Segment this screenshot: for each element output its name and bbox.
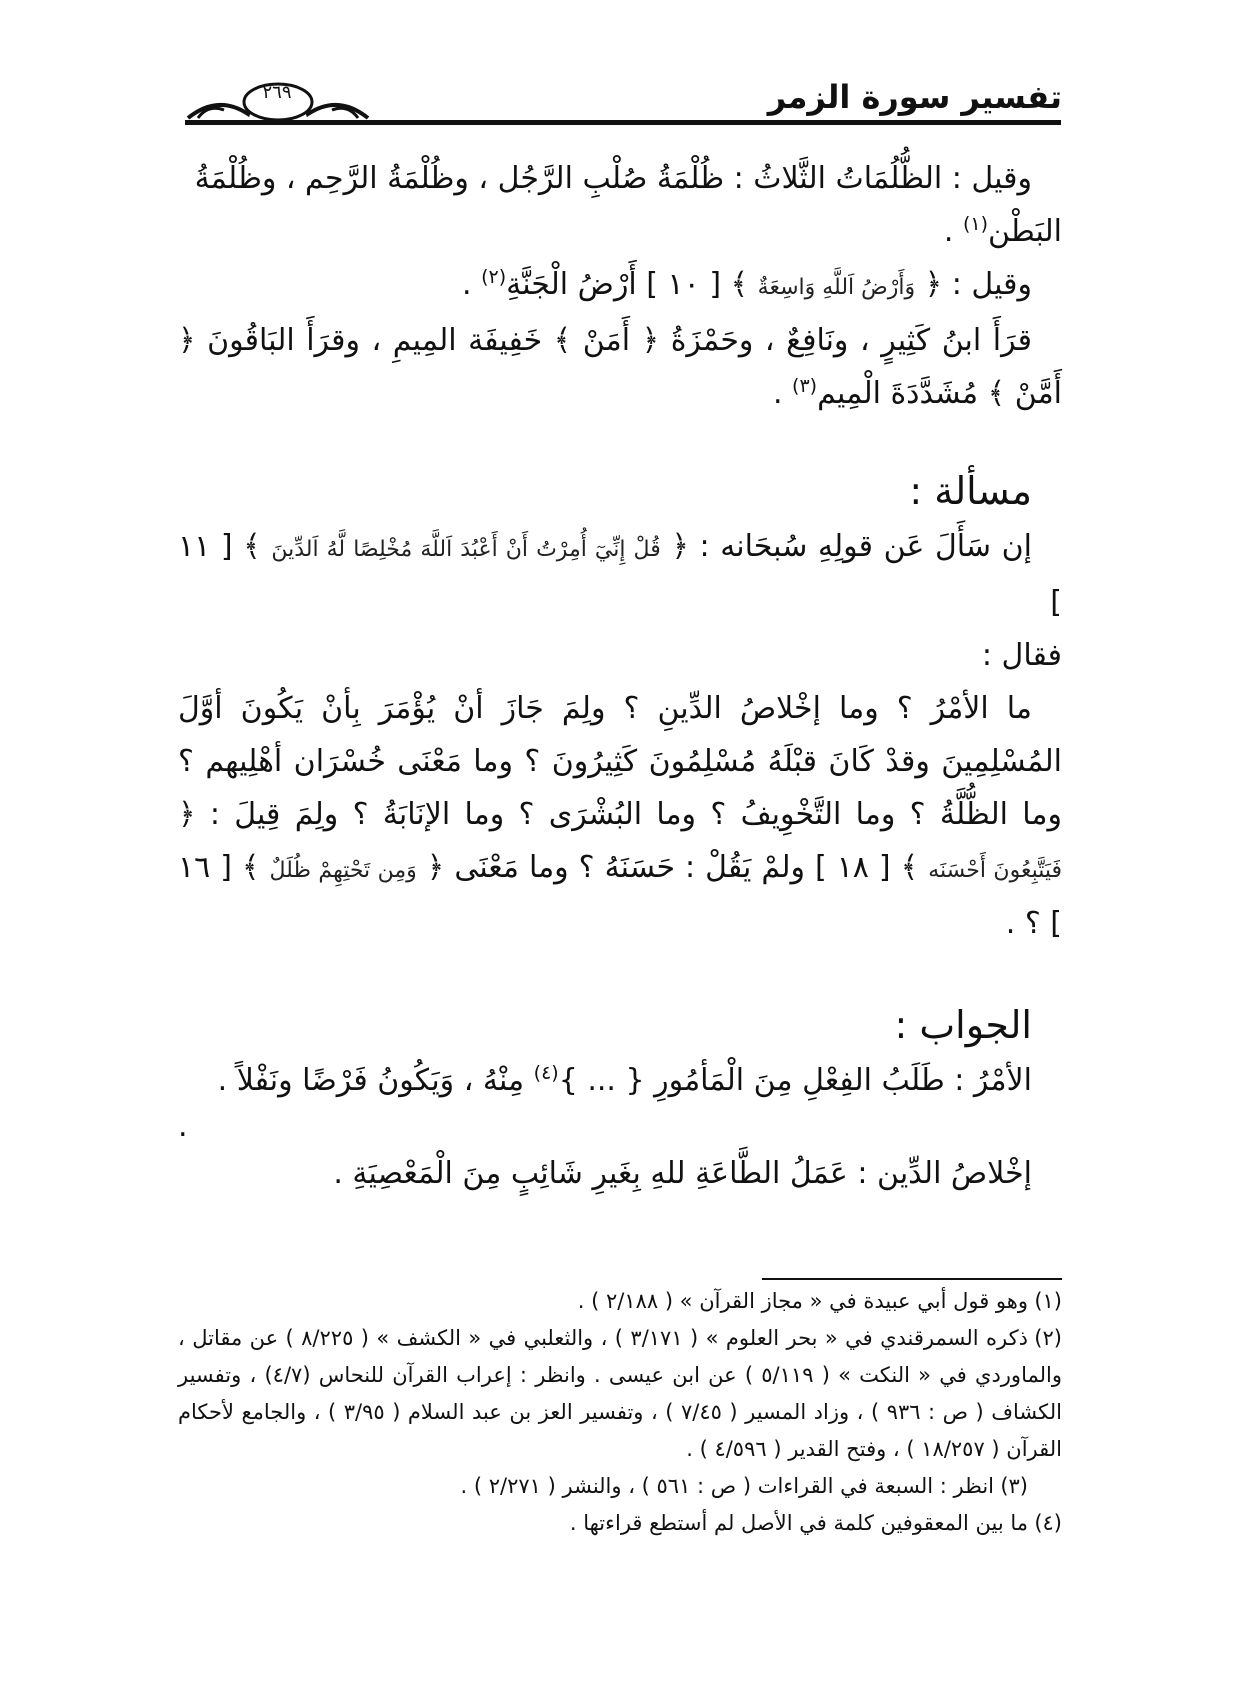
main-text	[178, 152, 1062, 1200]
paragraph-readings: قرَأَ ابنُ كَثِيرٍ ، ونَافِعٌ ، وحَمْزَةُ ﴿ أَمَنْ ﴾ خَفِيفَة المِيمِ ، وقرَأَ البَاقُونَ ﴿ أَمَّنْ ﴾ مُشَدَّدَةَ الْمِيم$^{(٣)}$ .	[178, 323, 1062, 411]
quran-verse: وَمِن تَحْتِهِمْ ظُلَلٌ	[269, 858, 417, 883]
footnote-number: (١)	[1034, 1289, 1062, 1313]
quran-verse: وَأَرْضُ اَللَّهِ وَاسِعَةٌ	[757, 275, 916, 300]
paragraph-darknesses: وقيل : الظُّلُمَاتُ الثَّلاثُ : ظُلْمَةُ صُلْبِ الرَّجُل ، وظُلْمَةُ الرَّحِم ، وظُلْمَةُ البَطْن$^{(١)}$ .	[194, 161, 1062, 249]
footnote-mark[interactable]: (١)	[962, 213, 989, 235]
footnote-2: (٢)ذكره السمرقندي في « بحر العلوم » ( ٣/١٧١ ) ، والثعلبي في « الكشف » ( ٨/٢٢٥ ) عن مقاتل ، والماوردي في « النكت » ( ٥/١١٩ ) عن ابن عيسى . وانظر : إعراب القرآن للنحاس (٤/٧) ، وتفسير الكشاف ( ص : ٩٣٦ ) ، وزاد المسير ( ٧/٤٥ ) ، وتفسير العز بن عبد السلام ( ٣/٩٥ ) ، والجامع لأحكام القرآن ( ١٨/٢٥٧ ) ، وفتح القدير ( ٤/٥٩٦ ) .	[178, 1320, 1062, 1468]
paragraph-earth: وقيل : ﴿ وَأَرْضُ اَللَّهِ وَاسِعَةٌ ﴾ [ ١٠ ] أَرْضُ الْجَنَّةِ$^{(٢)}$ .	[462, 266, 1032, 302]
paragraph-questions: ما الأمْرُ ؟ وما إخْلاصُ الدِّينِ ؟ ولِمَ جَازَ أنْ يُؤْمَرَ بِأنْ يَكُونَ أوَّلَ المُسْلِمِينَ وقدْ كَانَ قبْلَهُ مُسْلِمُونَ كَثِيرُونَ ؟ وما مَعْنَى خُسْرَان أهْلِيهم ؟ وما الظُّلَّةُ ؟ وما التَّخْوِيفُ ؟ وما البُشْرَى ؟ وما الإنَابَةُ ؟ ولِمَ قِيلَ : ﴿ فَيَتَّبِعُونَ أَحْسَنَه ﴾ [ ١٨ ] ولمْ يَقُلْ : حَسَنَهُ ؟ وما مَعْنَى ﴿ وَمِن تَحْتِهِمْ ظُلَلٌ ﴾ [ ١٦ ] ؟ .	[178, 691, 1062, 941]
footnote-3: (٣)انظر : السبعة في القراءات ( ص : ٥٦١ ) ، والنشر ( ٢/٢٧١ ) .	[178, 1468, 1062, 1505]
quran-verse: فَيَتَّبِعُونَ أَحْسَنَه	[928, 858, 1062, 883]
page-number: ٢٦٩	[262, 82, 292, 103]
footnote-rule	[762, 1278, 1062, 1280]
footnote-mark[interactable]: (٤)	[533, 1062, 559, 1084]
section-heading-answer: الجواب :	[894, 1003, 1032, 1047]
paragraph-command-definition: الأمْرُ : طَلَبُ الفِعْلِ مِنَ الْمَأمُورِ { ... }$^{(٤)}$ مِنْهُ ، وَيَكُونُ فَرْضًا ونَفْلاً .	[217, 1062, 1032, 1098]
footnote-mark[interactable]: (٢)	[481, 266, 507, 288]
footnote-1: (١)وهو قول أبي عبيدة في « مجاز القرآن » ( ٢/١٨٨ ) .	[178, 1283, 1062, 1320]
footnote-mark[interactable]: (٣)	[792, 375, 818, 397]
header-rule	[185, 120, 1061, 125]
footnote-number: (٣)	[1000, 1474, 1028, 1498]
footnotes	[178, 1283, 1062, 1542]
footnote-number: (٤)	[1034, 1511, 1062, 1535]
paragraph-sincerity-definition: إخْلاصُ الدِّين : عَمَلُ الطَّاعَةِ للهِ بِغَيرِ شَائِبٍ مِنَ الْمَعْصِيَةِ .	[333, 1156, 1032, 1191]
quran-verse: قُلْ إِنِّيٓ أُمِرْتُ أَنْ أَعْبُدَ اَللَّهَ مُخْلِصًا لَّهُ اَلدِّينَ	[271, 537, 661, 562]
running-title: تفسير سورة الزمر	[767, 78, 1062, 116]
paragraph-question-intro: إن سَأَلَ عَن قولِهِ سُبحَانه : ﴿ قُلْ إِنِّيٓ أُمِرْتُ أَنْ أَعْبُدَ اَللَّهَ مُخْلِصًا لَّهُ اَلدِّينَ ﴾ [ ١١ ] فقال :	[178, 529, 1062, 673]
footnote-number: (٢)	[1034, 1326, 1062, 1350]
stray-dot: .	[178, 1109, 188, 1144]
footnote-4: (٤)ما بين المعقوفين كلمة في الأصل لم أستطع قراءتها .	[178, 1505, 1062, 1542]
section-heading-question: مسألة :	[909, 469, 1032, 513]
